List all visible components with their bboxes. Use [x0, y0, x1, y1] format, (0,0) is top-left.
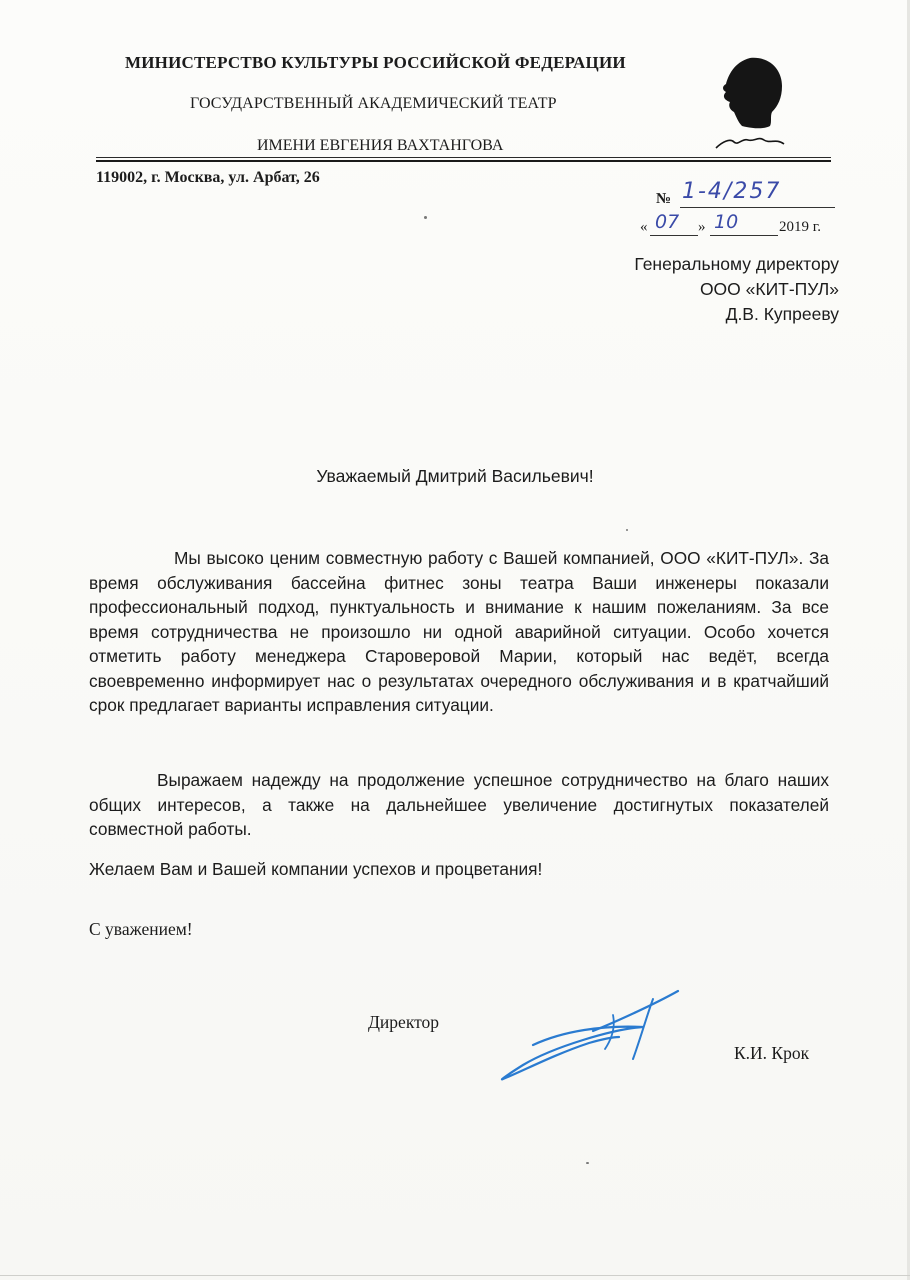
scan-speck: [424, 216, 427, 219]
number-underline: [680, 207, 835, 208]
handwritten-signature: [493, 985, 688, 1085]
closing-regards: С уважением!: [89, 919, 193, 939]
scan-speck: [586, 1162, 589, 1164]
scan-speck: [626, 529, 628, 531]
page-bottom-edge: [0, 1275, 910, 1276]
date-close-quote: »: [698, 219, 706, 235]
recipient-block: [634, 252, 839, 327]
vakhtangov-profile-logo: [712, 50, 792, 160]
theatre-address: 119002, г. Москва, ул. Арбат, 26: [96, 169, 320, 186]
day-underline: [650, 235, 698, 236]
reference-number: 1-4/257: [682, 179, 782, 204]
month-underline: [710, 235, 778, 236]
number-label: №: [656, 191, 672, 207]
reference-date: [640, 211, 840, 239]
header-rule-thick: [96, 160, 831, 162]
recipient-name: Д.В. Купрееву: [725, 304, 839, 324]
date-day: 07: [655, 211, 680, 233]
salutation: Уважаемый Дмитрий Васильевич!: [316, 466, 594, 486]
signatory-name: К.И. Крок: [734, 1043, 810, 1063]
signatory-title: Директор: [368, 1012, 440, 1032]
body-paragraph-3: Желаем Вам и Вашей компании успехов и процветания!: [89, 859, 543, 879]
theatre-name-line2: ИМЕНИ ЕВГЕНИЯ ВАХТАНГОВА: [257, 137, 504, 154]
date-open-quote: «: [640, 219, 648, 235]
recipient-company: ООО «КИТ-ПУЛ»: [699, 279, 839, 299]
body-paragraph-2: Выражаем надежду на продолжение успешное сотрудничество на благо наших общих интересов, а также на дальнейшее увеличение достигнутых показателей совместной работы.: [89, 770, 829, 839]
header-rule-thin: [96, 157, 831, 158]
recipient-position: Генеральному директору: [634, 254, 839, 274]
ministry-heading: МИНИСТЕРСТВО КУЛЬТУРЫ РОССИЙСКОЙ ФЕДЕРАЦИИ: [125, 53, 626, 72]
theatre-name-line1: ГОСУДАРСТВЕННЫЙ АКАДЕМИЧЕСКИЙ ТЕАТР: [190, 95, 557, 112]
outgoing-reference: [640, 179, 840, 240]
date-year: 2019 г.: [779, 219, 821, 235]
body-paragraph-1: Мы высоко ценим совместную работу с Вашей компанией, ООО «КИТ-ПУЛ». За время обслуживания бассейна фитнес зоны театра Ваши инженеры показали профессиональный подход, пунктуальность и внимание к нашим пожеланиям. За все время сотрудничества не произошло ни одной аварийной ситуации. Особо хочется отметить работу менеджера Староверовой Марии, который нас ведёт, всегда своевременно информирует нас о результатах очередного обслуживания и в кратчайший срок предлагает варианты исправления ситуации.: [89, 548, 829, 715]
date-month: 10: [714, 211, 739, 233]
